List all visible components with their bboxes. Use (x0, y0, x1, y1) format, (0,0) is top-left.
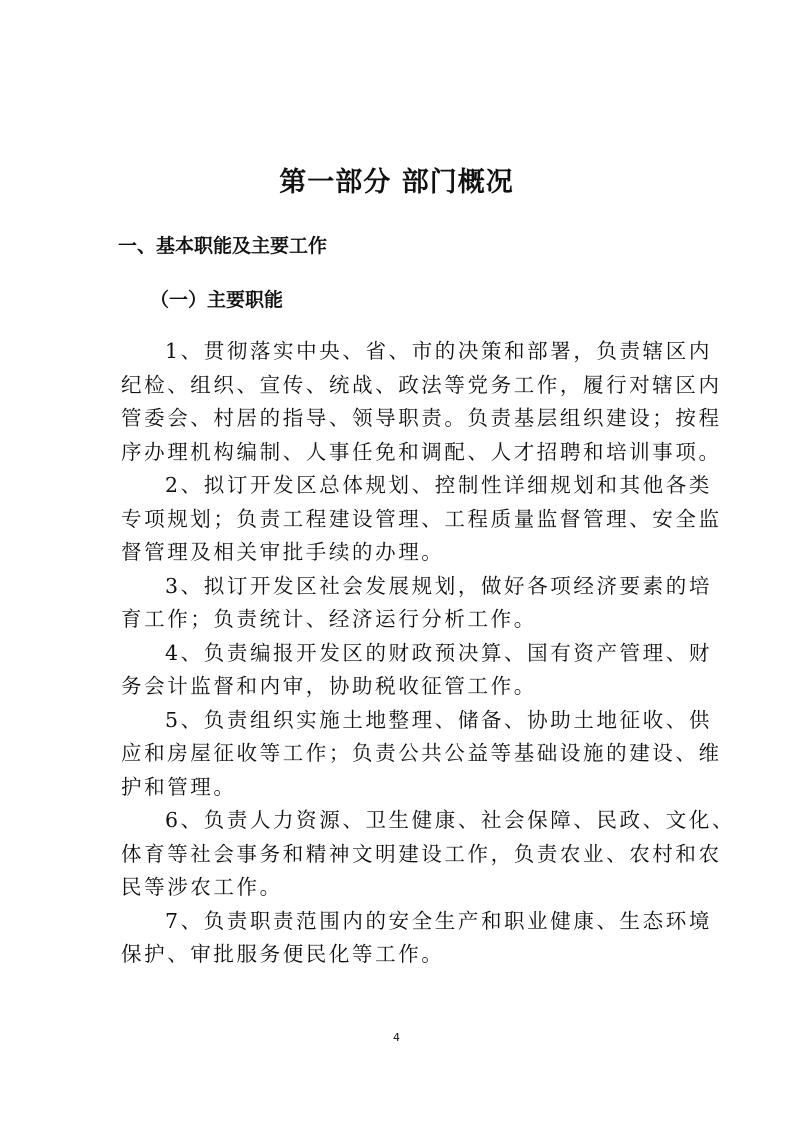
paragraph-line: 务会计监督和内审，协助税收征管工作。 (121, 674, 537, 698)
paragraph-line: 专项规划；负责工程建设管理、工程质量监督管理、安全监 (121, 506, 722, 531)
paragraph-line: 护和管理。 (121, 774, 237, 799)
section-heading: 一、基本职能及主要工作 (118, 235, 328, 257)
paragraph-line: 管委会、村居的指导、领导职责。负责基层组织建设；按程 (121, 406, 722, 430)
paragraph-line: 体育等社会事务和精神文明建设工作，负责农业、农村和农 (121, 841, 722, 866)
paragraph-line: 保护、审批服务便民化等工作。 (121, 942, 445, 966)
paragraph-line: 4、负责编报开发区的财政预决算、国有资产管理、财 (165, 640, 712, 665)
paragraph-line: 6、负责人力资源、卫生健康、社会保障、民政、文化、 (165, 808, 736, 832)
paragraph (121, 704, 722, 805)
paragraph-line: 应和房屋征收等工作；负责公共公益等基础设施的建设、维 (121, 741, 722, 765)
paragraph-line: 序办理机构编制、人事任免和调配、人才招聘和培训事项。 (121, 439, 722, 464)
paragraph-line: 民等涉农工作。 (121, 875, 283, 899)
paragraph (121, 570, 712, 637)
paragraph (121, 905, 712, 972)
subsection-heading: （一）主要职能 (150, 289, 284, 311)
document-body (121, 335, 736, 972)
page-title: 第一部分 部门概况 (279, 167, 514, 198)
paragraph-line: 纪检、组织、宣传、统战、政法等党务工作，履行对辖区内 (121, 372, 722, 397)
paragraph-line: 5、负责组织实施土地整理、储备、协助土地征收、供 (165, 707, 712, 732)
page-number: 4 (393, 1031, 400, 1044)
paragraph (121, 335, 722, 469)
paragraph-line: 3、拟订开发区社会发展规划，做好各项经济要素的培 (165, 573, 712, 598)
paragraph-line: 7、负责职责范围内的安全生产和职业健康、生态环境 (165, 908, 712, 933)
paragraph (121, 469, 722, 570)
paragraph-line: 1、贯彻落实中央、省、市的决策和部署，负责辖区内 (165, 339, 712, 363)
paragraph-line: 督管理及相关审批手续的办理。 (121, 540, 445, 564)
paragraph-line: 2、拟订开发区总体规划、控制性详细规划和其他各类 (165, 473, 712, 497)
paragraph (121, 637, 712, 704)
paragraph-line: 育工作；负责统计、经济运行分析工作。 (121, 607, 537, 631)
paragraph (121, 804, 736, 905)
